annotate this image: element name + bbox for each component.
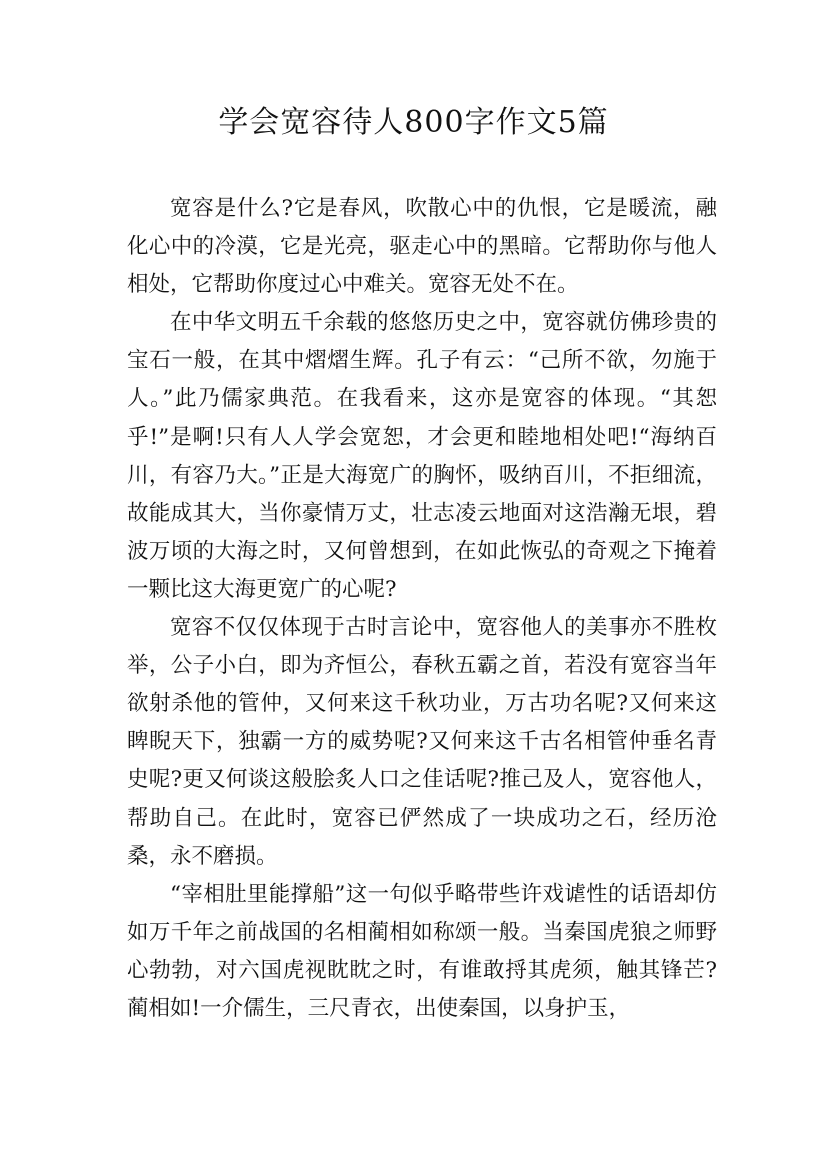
article-body bbox=[127, 190, 717, 1028]
paragraph-1: 宽容是什么?它是春风，吹散心中的仇恨，它是暖流，融化心中的冷漠，它是光亮，驱走心中的黑暗。它帮助你与他人相处，它帮助你度过心中难关。宽容无处不在。 bbox=[127, 196, 717, 298]
paragraph-4: “宰相肚里能撑船”这一句似乎略带些许戏谑性的话语却仿如万千年之前战国的名相蔺相如称颂一般。当秦国虎狼之师野心勃勃，对六国虎视眈眈之时，有谁敢捋其虎须，触其锋芒?蔺相如!一介儒生，三尺青衣，出使秦国，以身护玉， bbox=[127, 881, 717, 1021]
page-title: 学会宽容待人800字作文5篇 bbox=[218, 105, 609, 140]
paragraph-3: 宽容不仅仅体现于古时言论中，宽容他人的美事亦不胜枚举，公子小白，即为齐恒公，春秋五霸之首，若没有宽容当年欲射杀他的管仲，又何来这千秋功业，万古功名呢?又何来这睥睨天下，独霸一方的威势呢?又何来这千古名相管仲垂名青史呢?更又何谈这般脍炙人口之佳话呢?推己及人，宽容他人，帮助自己。在此时，宽容已俨然成了一块成功之石，经历沧桑，永不磨损。 bbox=[127, 615, 717, 869]
paragraph-2: 在中华文明五千余载的悠悠历史之中，宽容就仿佛珍贵的宝石一般，在其中熠熠生辉。孔子有云：“己所不欲，勿施于人。”此乃儒家典范。在我看来，这亦是宽容的体现。“其恕乎!”是啊!只有人人学会宽恕，才会更和睦地相处吧!“海纳百川，有容乃大。”正是大海宽广的胸怀，吸纳百川，不拒细流，故能成其大，当你豪情万丈，壮志凌云地面对这浩瀚无垠，碧波万顷的大海之时，又何曾想到，在如此恢弘的奇观之下掩着一颗比这大海更宽广的心呢? bbox=[127, 310, 717, 602]
